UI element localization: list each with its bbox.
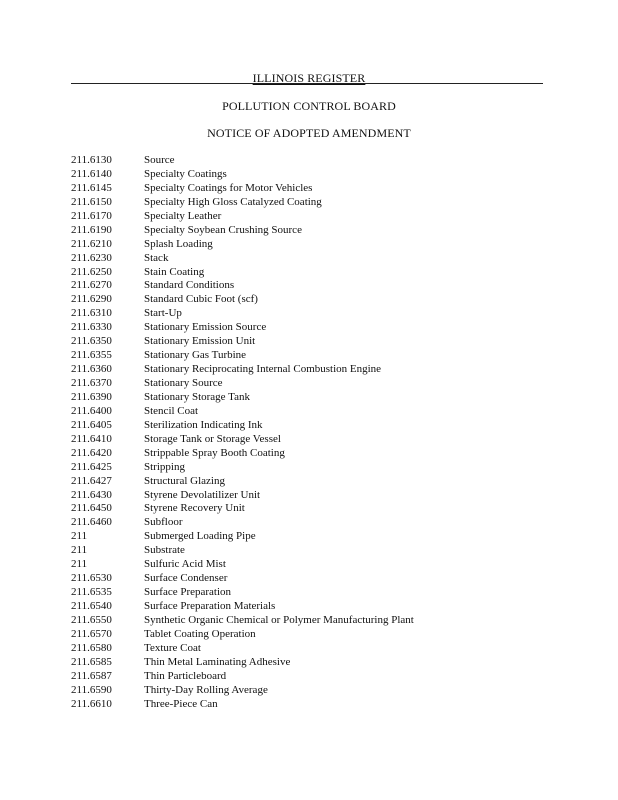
section-number: 211.6250: [71, 265, 112, 278]
section-title: Stripping: [144, 460, 185, 473]
section-row: [71, 502, 571, 516]
section-title: Stationary Source: [144, 377, 223, 389]
section-number: 211.6450: [71, 502, 112, 515]
section-number: 211.6405: [71, 418, 112, 431]
section-title: Thin Particleboard: [144, 669, 227, 682]
section-row: [71, 238, 571, 252]
section-title: Stationary Emission Source: [144, 321, 267, 334]
section-title: Storage Tank or Storage Vessel: [144, 432, 281, 445]
section-title: Thirty-Day Rolling Average: [144, 683, 268, 696]
section-title: Strippable Spray Booth Coating: [144, 446, 285, 459]
section-number: 211.6190: [71, 223, 112, 236]
section-title: Standard Conditions: [144, 279, 235, 292]
section-row: [71, 391, 571, 405]
section-title: Tablet Coating Operation: [144, 627, 256, 640]
section-title: Structural Glazing: [144, 474, 225, 487]
section-number: 211.6140: [71, 167, 112, 180]
section-title: Splash Loading: [144, 237, 213, 250]
section-row: [71, 252, 571, 266]
section-number: 211.6130: [71, 154, 112, 166]
section-title: Specialty Coatings for Motor Vehicles: [144, 181, 313, 194]
section-row: [71, 544, 571, 558]
section-number: 211.6410: [71, 432, 112, 445]
section-title: Stationary Emission Unit: [144, 335, 256, 348]
section-row: [71, 293, 571, 307]
section-title: Specialty Soybean Crushing Source: [144, 223, 302, 236]
section-row: [71, 419, 571, 433]
section-title: Styrene Recovery Unit: [144, 502, 245, 515]
section-row: [71, 628, 571, 642]
section-row: [71, 656, 571, 670]
section-title: Source: [144, 154, 175, 166]
section-title: Specialty High Gloss Catalyzed Coating: [144, 195, 322, 208]
section-row: [71, 642, 571, 656]
section-row: [71, 684, 571, 698]
section-number: 211.6425: [71, 460, 112, 473]
section-row: [71, 377, 571, 391]
section-number: 211.6540: [71, 600, 112, 612]
section-row: [71, 586, 571, 600]
section-number: 211.6580: [71, 641, 112, 654]
notice-title: NOTICE OF ADOPTED AMENDMENT: [207, 126, 411, 140]
section-number: 211.6590: [71, 683, 112, 696]
section-row: [71, 600, 571, 614]
section-title: Stack: [144, 251, 169, 264]
section-number: 211.6427: [71, 474, 112, 487]
section-title: Stain Coating: [144, 265, 205, 278]
section-number: 211.6400: [71, 404, 112, 417]
section-row: [71, 698, 571, 712]
section-title: Thin Metal Laminating Adhesive: [144, 655, 291, 668]
section-title: Three-Piece Can: [144, 697, 218, 710]
section-number: 211.6210: [71, 237, 112, 250]
section-row: [71, 349, 571, 363]
section-number: 211: [71, 558, 88, 571]
board-title: POLLUTION CONTROL BOARD: [222, 99, 396, 113]
section-title: Styrene Devolatilizer Unit: [144, 488, 261, 501]
section-number: 211.6530: [71, 572, 112, 585]
section-title: Sterilization Indicating Ink: [144, 418, 263, 431]
section-list: [71, 154, 571, 712]
section-row: [71, 154, 571, 168]
section-row: [71, 168, 571, 182]
section-number: 211.6610: [71, 697, 112, 710]
section-number: 211.6350: [71, 335, 112, 348]
section-number: 211.6360: [71, 363, 112, 376]
section-title: Start-Up: [144, 307, 182, 320]
section-row: [71, 530, 571, 544]
section-row: [71, 210, 571, 224]
section-title: Sulfuric Acid Mist: [144, 558, 226, 571]
section-title: Stationary Reciprocating Internal Combustion Engine: [144, 363, 382, 376]
section-row: [71, 224, 571, 238]
section-row: [71, 461, 571, 475]
section-number: 211.6170: [71, 209, 112, 222]
section-title: Texture Coat: [144, 641, 201, 654]
section-number: 211.6310: [71, 307, 112, 320]
section-title: Stationary Gas Turbine: [144, 349, 247, 362]
section-row: [71, 572, 571, 586]
section-number: 211.6550: [71, 613, 112, 626]
section-number: 211.6270: [71, 279, 112, 292]
section-number: 211.6535: [71, 586, 112, 599]
section-title: Substrate: [144, 544, 185, 557]
section-number: 211.6230: [71, 251, 112, 264]
section-number: 211.6390: [71, 390, 112, 403]
section-row: [71, 266, 571, 280]
section-title: Subfloor: [144, 516, 183, 529]
section-row: [71, 307, 571, 321]
section-number: 211.6460: [71, 516, 112, 529]
section-row: [71, 433, 571, 447]
section-row: [71, 475, 571, 489]
section-title: Submerged Loading Pipe: [144, 530, 256, 543]
section-number: 211.6290: [71, 293, 112, 306]
section-row: [71, 614, 571, 628]
section-number: 211.6150: [71, 195, 112, 208]
section-row: [71, 489, 571, 503]
section-row: [71, 447, 571, 461]
section-title: Surface Condenser: [144, 572, 228, 585]
section-number: 211.6355: [71, 349, 112, 362]
section-number: 211: [71, 530, 88, 543]
section-row: [71, 335, 571, 349]
section-number: 211: [71, 544, 88, 557]
section-row: [71, 321, 571, 335]
section-number: 211.6587: [71, 669, 112, 682]
section-number: 211.6330: [71, 321, 112, 334]
section-title: Specialty Leather: [144, 209, 222, 222]
section-title: Standard Cubic Foot (scf): [144, 293, 258, 306]
section-title: Stationary Storage Tank: [144, 390, 250, 403]
register-title: ILLINOIS REGISTER: [252, 71, 366, 85]
section-title: Stencil Coat: [144, 404, 199, 417]
section-title: Surface Preparation Materials: [144, 600, 276, 612]
section-number: 211.6420: [71, 446, 112, 459]
section-row: [71, 363, 571, 377]
section-title: Specialty Coatings: [144, 167, 227, 180]
section-number: 211.6570: [71, 627, 112, 640]
section-number: 211.6585: [71, 655, 112, 668]
section-title: Surface Preparation: [144, 586, 232, 599]
section-row: [71, 405, 571, 419]
section-number: 211.6430: [71, 488, 112, 501]
section-number: 211.6145: [71, 181, 112, 194]
section-row: [71, 182, 571, 196]
section-row: [71, 279, 571, 293]
section-row: [71, 516, 571, 530]
section-row: [71, 196, 571, 210]
section-row: [71, 670, 571, 684]
section-title: Synthetic Organic Chemical or Polymer Manufacturing Plant: [144, 613, 414, 626]
section-row: [71, 558, 571, 572]
section-number: 211.6370: [71, 377, 112, 389]
